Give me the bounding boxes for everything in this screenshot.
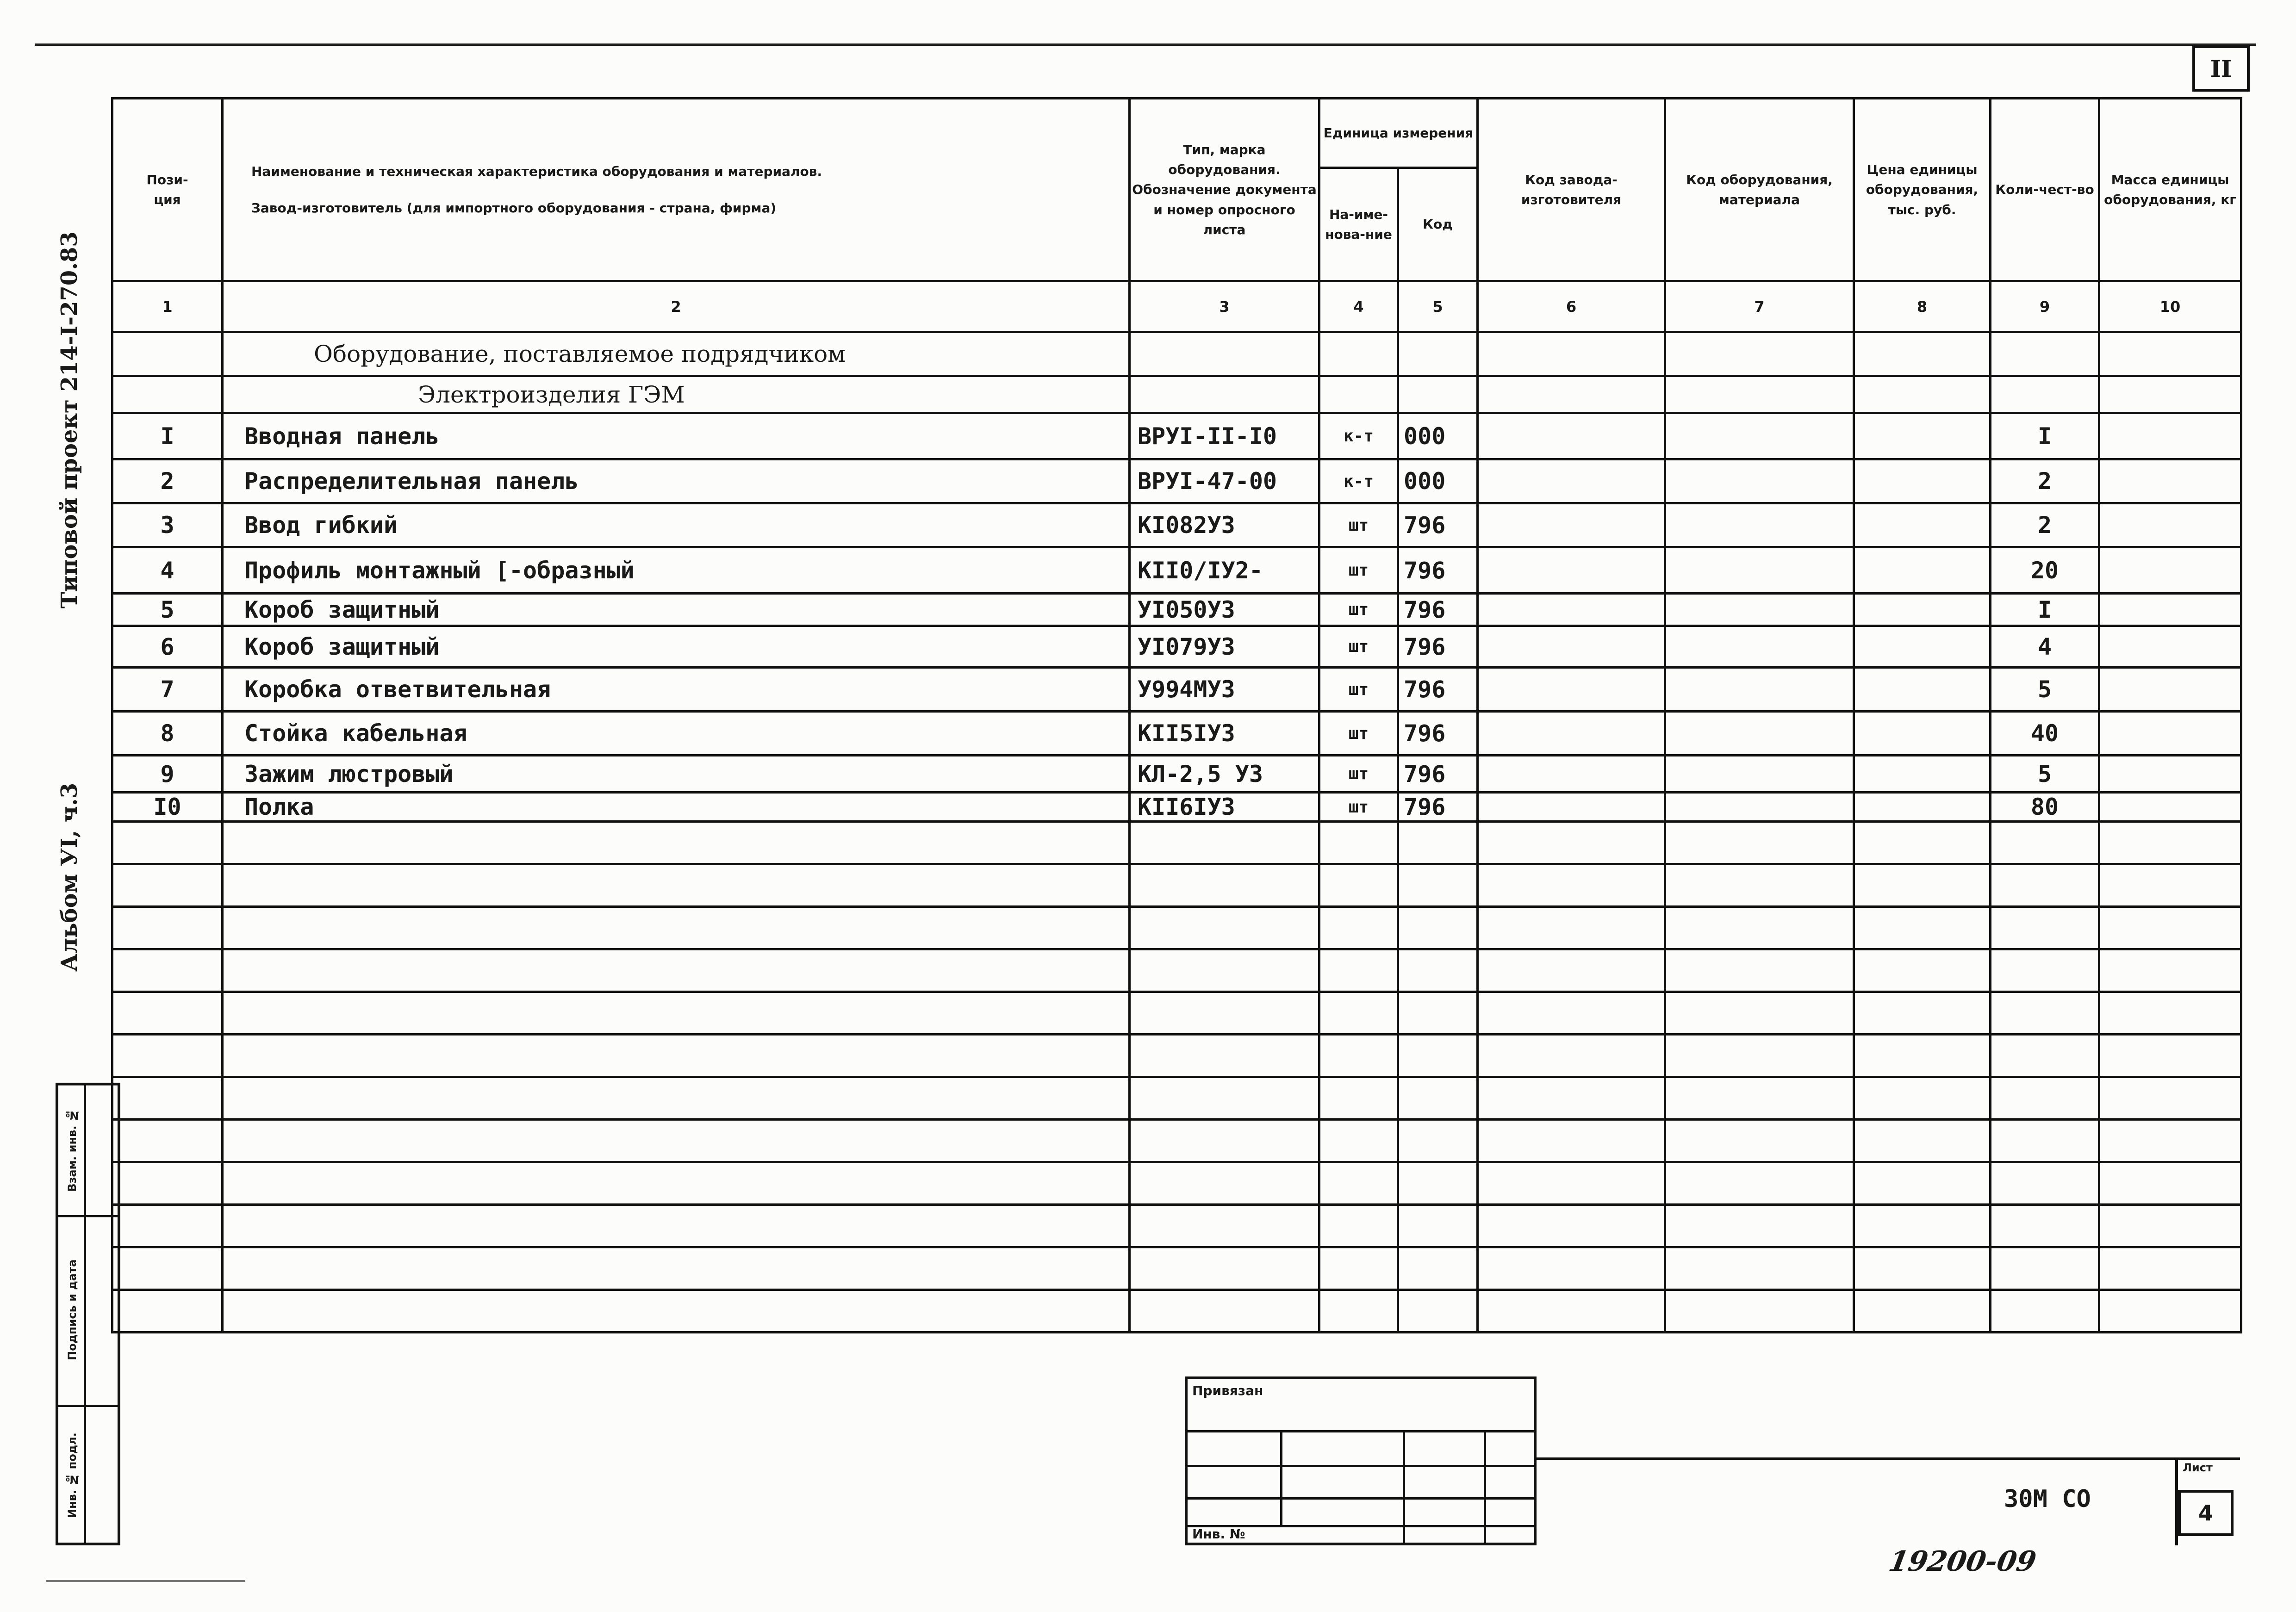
row-name: Коробка ответвительная [223, 668, 1130, 712]
row-quantity: 4 [1991, 626, 2099, 668]
empty-row [112, 1205, 2241, 1247]
row-unit-name: шт [1319, 712, 1398, 756]
row-name: Стойка кабельная [223, 712, 1130, 756]
col-num: 4 [1319, 281, 1398, 332]
col-num: 3 [1130, 281, 1319, 332]
empty-row [112, 1077, 2241, 1120]
empty-row [112, 822, 2241, 864]
table-row [112, 793, 2241, 822]
table-row [112, 626, 2241, 668]
row-position: 2 [112, 459, 223, 503]
row-unit-name: к-т [1319, 459, 1398, 503]
col-num: 2 [223, 281, 1130, 332]
row-type: КII0/IУ2- [1130, 547, 1319, 594]
sheet-label: Лист [2183, 1461, 2213, 1474]
row-position: 8 [112, 712, 223, 756]
stamp-top-label: Привязан [1192, 1383, 1263, 1398]
col-header-price: Цена единицы оборудования, тыс. руб. [1854, 99, 1991, 281]
binding-stamp [1185, 1376, 1537, 1545]
empty-row [112, 992, 2241, 1035]
empty-row [112, 1120, 2241, 1162]
row-mass [2099, 756, 2241, 793]
col-num: 9 [1991, 281, 2099, 332]
row-maker-code [1478, 413, 1665, 459]
strip-label-orig-inv: Инв. № подл. [66, 1432, 79, 1518]
empty-row [112, 1035, 2241, 1077]
row-position: 9 [112, 756, 223, 793]
row-price [1854, 626, 1991, 668]
row-unit-code: 796 [1398, 503, 1478, 547]
row-price [1854, 503, 1991, 547]
row-quantity: 80 [1991, 793, 2099, 822]
row-maker-code [1478, 547, 1665, 594]
row-mass [2099, 413, 2241, 459]
header-row [112, 99, 2241, 168]
row-unit-code: 796 [1398, 547, 1478, 594]
sheet-number: 4 [2178, 1490, 2234, 1536]
row-quantity: I [1991, 594, 2099, 626]
row-type: УI050У3 [1130, 594, 1319, 626]
row-price [1854, 459, 1991, 503]
row-mass [2099, 594, 2241, 626]
row-unit-name: шт [1319, 547, 1398, 594]
row-type: КII6IУ3 [1130, 793, 1319, 822]
col-header-name-line2: Завод-изготовитель (для импортного оборудования - страна, фирма) [251, 200, 777, 216]
row-unit-code: 796 [1398, 712, 1478, 756]
stamp-bottom-label: Инв. № [1192, 1526, 1245, 1542]
page-number: II [2192, 45, 2250, 92]
row-type: У994МУ3 [1130, 668, 1319, 712]
row-price [1854, 547, 1991, 594]
row-quantity: 5 [1991, 756, 2099, 793]
row-position: 5 [112, 594, 223, 626]
row-price [1854, 594, 1991, 626]
row-type: КII5IУ3 [1130, 712, 1319, 756]
column-number-row [112, 281, 2241, 332]
table-row [112, 594, 2241, 626]
row-unit-name: к-т [1319, 413, 1398, 459]
row-equipment-code [1665, 668, 1854, 712]
row-mass [2099, 459, 2241, 503]
row-position: 6 [112, 626, 223, 668]
row-name: Ввод гибкий [223, 503, 1130, 547]
section-subtitle: Электроизделия ГЭМ [223, 376, 1130, 413]
row-maker-code [1478, 668, 1665, 712]
row-quantity: 2 [1991, 503, 2099, 547]
col-header-unit-code: Код [1398, 168, 1478, 281]
col-num: 6 [1478, 281, 1665, 332]
row-quantity: I [1991, 413, 2099, 459]
row-position: 3 [112, 503, 223, 547]
row-type: ВРУI-II-I0 [1130, 413, 1319, 459]
row-unit-code: 796 [1398, 668, 1478, 712]
row-equipment-code [1665, 459, 1854, 503]
row-mass [2099, 668, 2241, 712]
sheet-box [2175, 1457, 2240, 1545]
row-unit-name: шт [1319, 756, 1398, 793]
row-mass [2099, 547, 2241, 594]
table-row [112, 712, 2241, 756]
col-header-quantity: Коли-чест-во [1991, 99, 2099, 281]
row-quantity: 20 [1991, 547, 2099, 594]
row-maker-code [1478, 459, 1665, 503]
row-unit-code: 000 [1398, 413, 1478, 459]
row-maker-code [1478, 503, 1665, 547]
top-rule [35, 43, 2256, 46]
album-label: Альбом УI, ч.3 [56, 782, 82, 972]
row-equipment-code [1665, 547, 1854, 594]
row-mass [2099, 503, 2241, 547]
row-position: I0 [112, 793, 223, 822]
row-unit-name: шт [1319, 503, 1398, 547]
row-price [1854, 413, 1991, 459]
table-row [112, 503, 2241, 547]
empty-row [112, 907, 2241, 949]
section-row [112, 376, 2241, 413]
row-mass [2099, 712, 2241, 756]
title-block-divider [1535, 1457, 2240, 1460]
row-name: Полка [223, 793, 1130, 822]
col-num: 8 [1854, 281, 1991, 332]
approval-strip [56, 1083, 120, 1545]
col-num: 5 [1398, 281, 1478, 332]
col-header-unit-group: Единица измерения [1319, 99, 1478, 168]
row-quantity: 40 [1991, 712, 2099, 756]
row-position: 7 [112, 668, 223, 712]
row-equipment-code [1665, 793, 1854, 822]
col-num: 7 [1665, 281, 1854, 332]
row-equipment-code [1665, 626, 1854, 668]
row-position: 4 [112, 547, 223, 594]
row-equipment-code [1665, 756, 1854, 793]
row-unit-code: 796 [1398, 793, 1478, 822]
row-mass [2099, 626, 2241, 668]
row-price [1854, 712, 1991, 756]
row-maker-code [1478, 626, 1665, 668]
col-num: 1 [112, 281, 223, 332]
row-type: УI079У3 [1130, 626, 1319, 668]
row-unit-code: 796 [1398, 594, 1478, 626]
empty-row [112, 949, 2241, 992]
empty-row [112, 864, 2241, 907]
row-name: Короб защитный [223, 626, 1130, 668]
col-header-equipment-code: Код оборудования, материала [1665, 99, 1854, 281]
col-header-unit-name: На-име-нова-ние [1319, 168, 1398, 281]
row-quantity: 2 [1991, 459, 2099, 503]
vertical-title [53, 231, 86, 972]
col-header-maker-code: Код завода-изготовителя [1478, 99, 1665, 281]
row-unit-name: шт [1319, 793, 1398, 822]
row-unit-code: 796 [1398, 756, 1478, 793]
row-name: Зажим люстровый [223, 756, 1130, 793]
table-row [112, 459, 2241, 503]
table-row [112, 668, 2241, 712]
strip-label-signature: Подпись и дата [66, 1259, 79, 1360]
row-name: Вводная панель [223, 413, 1130, 459]
handwritten-note: 19200-09 [1886, 1545, 2039, 1578]
specification-table [111, 97, 2242, 1333]
row-quantity: 5 [1991, 668, 2099, 712]
row-unit-name: шт [1319, 668, 1398, 712]
row-unit-name: шт [1319, 626, 1398, 668]
row-price [1854, 756, 1991, 793]
col-header-name-line1: Наименование и техническая характеристика оборудования и материалов. [251, 163, 822, 179]
row-equipment-code [1665, 413, 1854, 459]
row-position: I [112, 413, 223, 459]
row-type: КI082У3 [1130, 503, 1319, 547]
row-price [1854, 668, 1991, 712]
row-mass [2099, 793, 2241, 822]
row-equipment-code [1665, 594, 1854, 626]
col-num: 10 [2099, 281, 2241, 332]
project-label: Типовой проект 214-I-270.83 [56, 231, 82, 608]
bottom-rule [46, 1580, 245, 1582]
drawing-code: 30М СО [2004, 1485, 2091, 1513]
col-header-position: Пози- ция [112, 99, 223, 281]
empty-row [112, 1162, 2241, 1205]
row-maker-code [1478, 712, 1665, 756]
row-unit-code: 796 [1398, 626, 1478, 668]
table-row [112, 756, 2241, 793]
table-row [112, 547, 2241, 594]
row-equipment-code [1665, 503, 1854, 547]
row-name: Распределительная панель [223, 459, 1130, 503]
table-row [112, 413, 2241, 459]
section-row [112, 332, 2241, 376]
row-unit-name: шт [1319, 594, 1398, 626]
col-header-name [223, 99, 1130, 281]
row-unit-code: 000 [1398, 459, 1478, 503]
empty-row [112, 1247, 2241, 1290]
row-type: КЛ-2,5 У3 [1130, 756, 1319, 793]
row-price [1854, 793, 1991, 822]
strip-label-replace-inv: Взам. инв. № [66, 1109, 79, 1192]
col-header-type: Тип, марка оборудования. Обозначение документа и номер опросного листа [1130, 99, 1319, 281]
section-title: Оборудование, поставляемое подрядчиком [223, 332, 1130, 376]
empty-row [112, 1290, 2241, 1333]
row-equipment-code [1665, 712, 1854, 756]
row-type: ВРУI-47-00 [1130, 459, 1319, 503]
row-maker-code [1478, 793, 1665, 822]
row-name: Профиль монтажный [-образный [223, 547, 1130, 594]
row-maker-code [1478, 756, 1665, 793]
row-maker-code [1478, 594, 1665, 626]
row-name: Короб защитный [223, 594, 1130, 626]
col-header-mass: Масса единицы оборудования, кг [2099, 99, 2241, 281]
